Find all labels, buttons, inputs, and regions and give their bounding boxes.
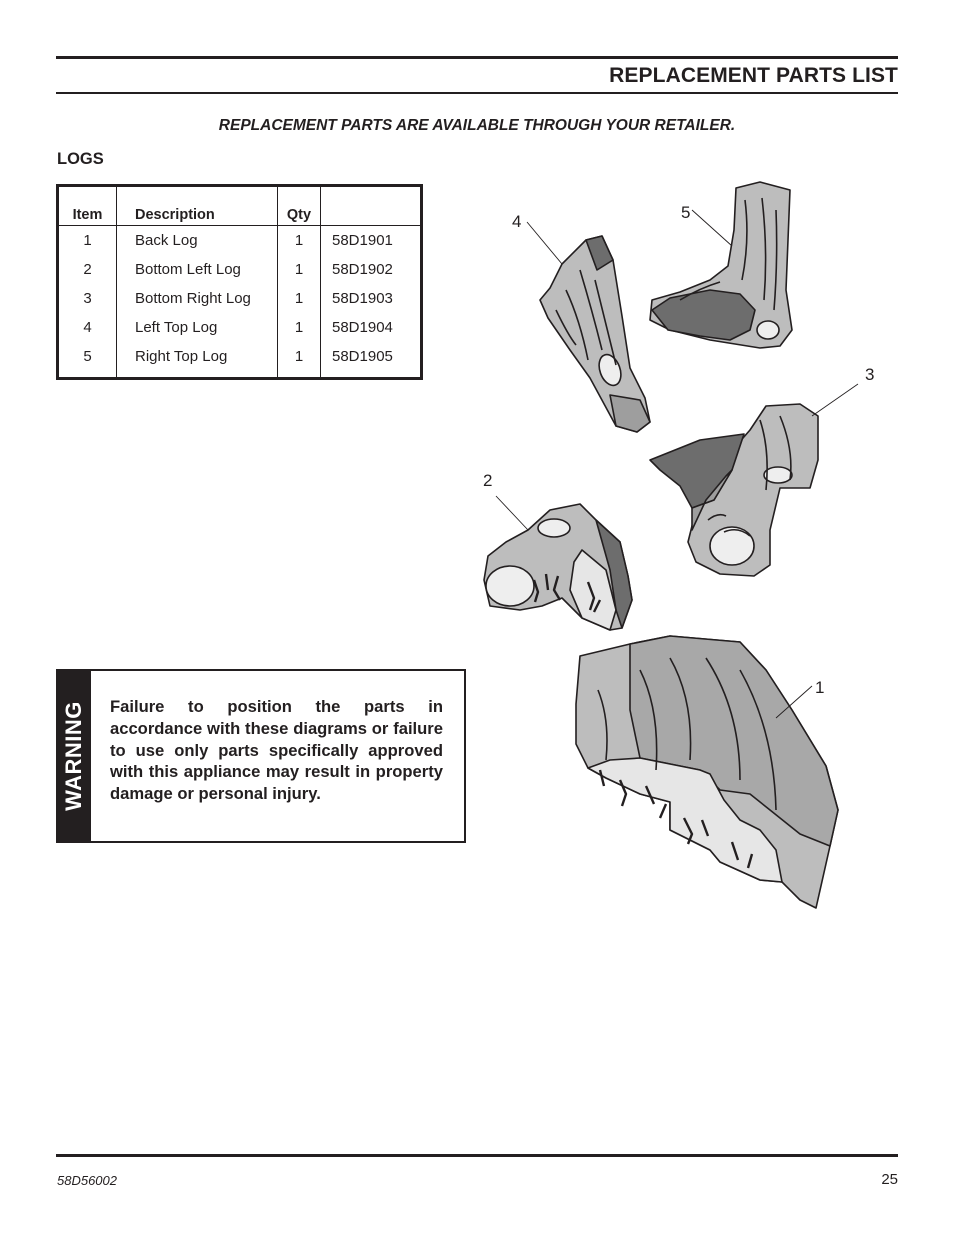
footer-rule: [56, 1154, 898, 1157]
cell-description: Right Top Log: [117, 342, 278, 379]
warning-text: Failure to position the parts in accordance with these diagrams or failure to use only parts specifically approved with this appliance may result in property damage or personal injury.: [110, 697, 443, 804]
logs-heading: LOGS: [57, 150, 104, 168]
callout-3: 3: [865, 365, 875, 384]
warning-band: [58, 671, 91, 841]
cell-part-number: 58D1903: [321, 284, 422, 313]
log-5-drawing: [650, 182, 792, 348]
cell-description: Left Top Log: [117, 313, 278, 342]
warning-box: [56, 669, 466, 843]
header-top-rule: [56, 56, 898, 59]
callout-1: 1: [815, 678, 825, 697]
cell-description: Bottom Left Log: [117, 255, 278, 284]
log-3-drawing: [650, 384, 858, 576]
cell-item: 5: [58, 342, 117, 379]
callout-4: 4: [512, 212, 522, 231]
log-4-drawing: [527, 222, 650, 432]
cell-qty: 1: [278, 255, 321, 284]
cell-item: 1: [58, 226, 117, 256]
column-header-part-number: [321, 186, 422, 226]
cell-description: Back Log: [117, 226, 278, 256]
cell-item: 3: [58, 284, 117, 313]
cell-qty: 1: [278, 226, 321, 256]
warning-label: WARNING: [61, 701, 86, 811]
page-title: REPLACEMENT PARTS LIST: [609, 64, 898, 87]
cell-qty: 1: [278, 313, 321, 342]
parts-table: [56, 184, 423, 380]
table-row: [58, 284, 422, 313]
log-diagram: [470, 170, 900, 930]
cell-part-number: 58D1902: [321, 255, 422, 284]
cell-qty: 1: [278, 342, 321, 379]
table-row: [58, 255, 422, 284]
document-number: 58D56002: [57, 1173, 117, 1188]
retailer-notice: REPLACEMENT PARTS ARE AVAILABLE THROUGH YOUR RETAILER.: [218, 117, 736, 134]
cell-description: Bottom Right Log: [117, 284, 278, 313]
cell-part-number: 58D1904: [321, 313, 422, 342]
callout-2: 2: [483, 471, 493, 490]
cell-part-number: 58D1901: [321, 226, 422, 256]
column-header-qty: Qty: [278, 186, 321, 226]
table-header-row: [58, 186, 422, 226]
table-row: [58, 342, 422, 379]
table-row: [58, 226, 422, 256]
column-header-item: Item: [58, 186, 117, 226]
header-bottom-rule: [56, 92, 898, 94]
log-2-drawing: [484, 496, 632, 630]
cell-qty: 1: [278, 284, 321, 313]
column-header-description: Description: [117, 186, 278, 226]
cell-part-number: 58D1905: [321, 342, 422, 379]
callout-5: 5: [681, 203, 691, 222]
log-illustration: [470, 170, 900, 930]
table-row: [58, 313, 422, 342]
cell-item: 4: [58, 313, 117, 342]
page-number: 25: [881, 1171, 898, 1188]
log-1-drawing: [576, 636, 838, 908]
cell-item: 2: [58, 255, 117, 284]
